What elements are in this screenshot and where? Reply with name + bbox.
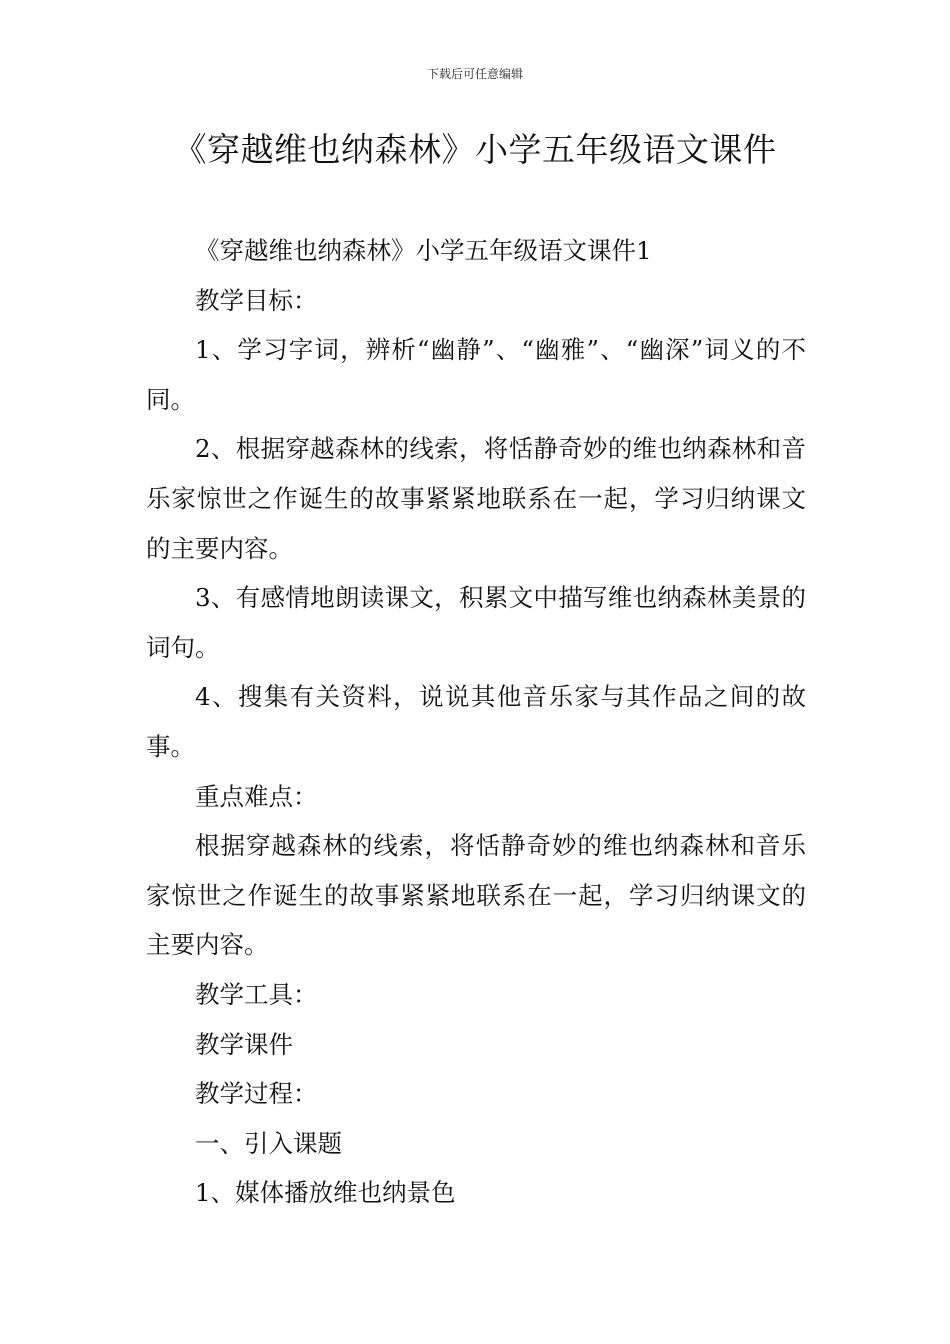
teaching-process-heading: 教学过程： bbox=[195, 1079, 318, 1109]
teaching-goals-heading: 教学目标： bbox=[195, 285, 318, 315]
goal-item-4: 4、搜集有关资料，说说其他音乐家与其作品之间的故事。 bbox=[146, 682, 806, 761]
document-body bbox=[146, 226, 806, 1218]
goal-item-1: 1、学习字词，辨析“幽静”、“幽雅”、“幽深”词义的不同。 bbox=[146, 335, 806, 414]
subtitle-paragraph: 《穿越维也纳森林》小学五年级语文课件1 bbox=[195, 236, 652, 265]
process-step-item-1: 1、媒体播放维也纳景色 bbox=[195, 1178, 456, 1208]
header-note: 下载后可任意编辑 bbox=[426, 67, 523, 81]
key-points-text: 根据穿越森林的线索，将恬静奇妙的维也纳森林和音乐家惊世之作诞生的故事紧紧地联系在一起，学习归纳课文的主要内容。 bbox=[146, 831, 806, 960]
document-title: 《穿越维也纳森林》小学五年级语文课件 bbox=[173, 130, 777, 169]
teaching-tools-text: 教学课件 bbox=[195, 1029, 293, 1059]
teaching-tools-heading: 教学工具： bbox=[195, 979, 318, 1009]
process-step-heading: 一、引入课题 bbox=[195, 1128, 342, 1158]
goal-item-3: 3、有感情地朗读课文，积累文中描写维也纳森林美景的词句。 bbox=[146, 583, 806, 662]
goal-item-2: 2、根据穿越森林的线索，将恬静奇妙的维也纳森林和音乐家惊世之作诞生的故事紧紧地联系在一起，学习归纳课文的主要内容。 bbox=[146, 434, 806, 563]
key-points-heading: 重点难点： bbox=[195, 781, 318, 811]
